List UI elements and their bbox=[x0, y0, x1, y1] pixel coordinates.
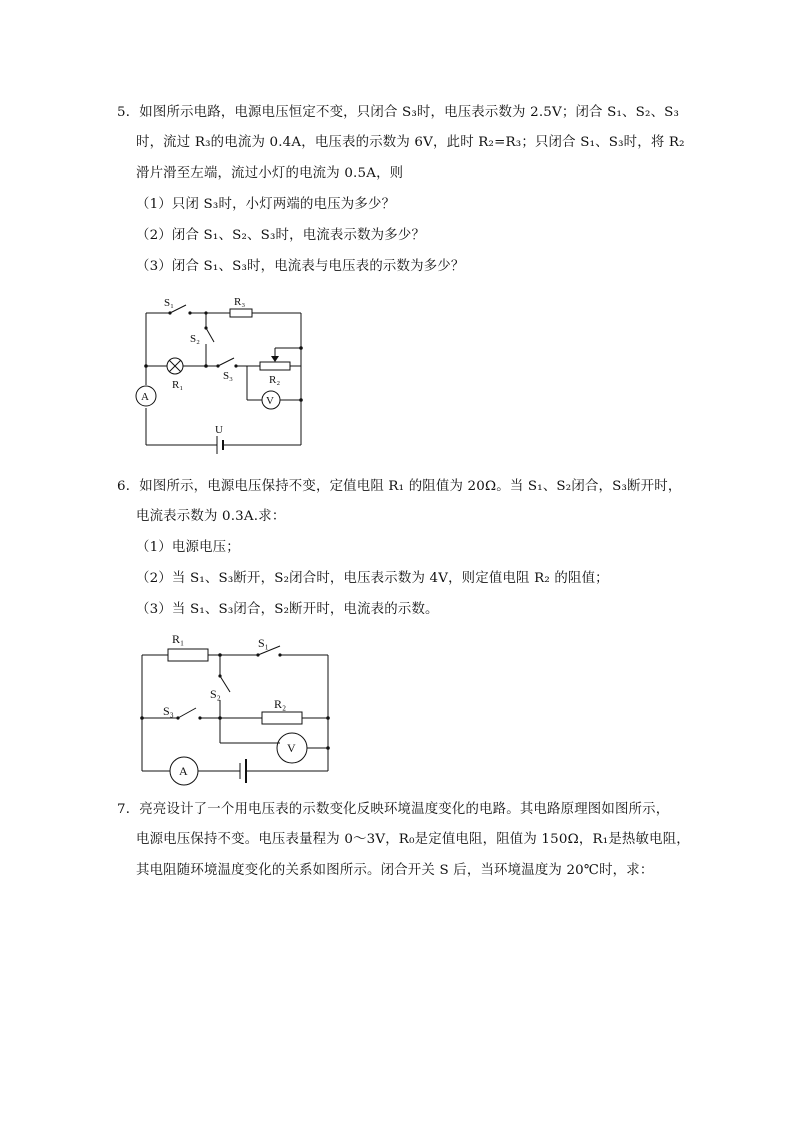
q6-label-s3: S₃ bbox=[163, 704, 174, 718]
q6-label-s1: S₁ bbox=[258, 636, 269, 650]
q5-label-r3: R₃ bbox=[234, 296, 246, 308]
q5-label-s2: S₂ bbox=[190, 333, 200, 345]
q5-line-2: 时，流过 R₃的电流为 0.4A，电压表的示数为 6V，此时 R₂=R₃；只闭合 S₁、S₃时，将 R₂ bbox=[136, 135, 685, 150]
q5-label-u: U bbox=[215, 424, 223, 436]
q5-sub-1: （1）只闭 S₃时，小灯两端的电压为多少？ bbox=[136, 197, 396, 212]
q6-voltmeter-label: V bbox=[287, 741, 296, 755]
q5-voltmeter-label: V bbox=[266, 395, 274, 407]
q5-label-r2: R₂ bbox=[269, 374, 281, 386]
q5-label-s3: S₃ bbox=[223, 370, 233, 382]
q7-line-2: 电源电压保持不变。电压表量程为 0～3V，R₀是定值电阻，阻值为 150Ω，R₁是热敏电阻， bbox=[136, 832, 690, 847]
q5-sub-2: （2）闭合 S₁、S₂、S₃时，电流表示数为多少？ bbox=[136, 228, 426, 243]
q5-label-r1: R₁ bbox=[172, 379, 184, 391]
q5-label-s1: S₁ bbox=[164, 297, 174, 309]
q6-line-2: 电流表示数为 0.3A.求： bbox=[136, 509, 286, 524]
q6-label-s2: S₂ bbox=[210, 687, 221, 701]
q6-sub-2: （2）当 S₁、S₃断开，S₂闭合时，电压表示数为 4V，则定值电阻 R₂ 的阻值； bbox=[136, 571, 609, 586]
q5-ammeter-label: A bbox=[141, 391, 149, 403]
q6-circuit-diagram bbox=[130, 628, 340, 788]
q6-label-r1: R₁ bbox=[172, 632, 185, 646]
q5-circuit-diagram bbox=[130, 290, 315, 455]
q6-line-1: 6．如图所示，电源电压保持不变，定值电阻 R₁ 的阻值为 20Ω。当 S₁、S₂闭合，S₃断开时， bbox=[117, 479, 682, 494]
q5-line-3: 滑片滑至左端，流过小灯的电流为 0.5A，则 bbox=[136, 166, 404, 181]
q5-line-1: 5．如图所示电路，电源电压恒定不变，只闭合 S₃时，电压表示数为 2.5V；闭合 S₁、S₂、S₃ bbox=[117, 105, 680, 120]
q6-label-r2: R₂ bbox=[274, 697, 287, 711]
q6-sub-1: （1）电源电压； bbox=[136, 540, 240, 555]
q7-line-3: 其电阻随环境温度变化的关系如图所示。闭合开关 S 后，当环境温度为 20℃时，求： bbox=[136, 863, 654, 878]
q6-ammeter-label: A bbox=[179, 764, 188, 778]
q6-sub-3: （3）当 S₁、S₃闭合，S₂断开时，电流表的示数。 bbox=[136, 602, 439, 617]
q7-line-1: 7．亮亮设计了一个用电压表的示数变化反映环境温度变化的电路。其电路原理图如图所示， bbox=[117, 802, 670, 817]
q5-sub-3: （3）闭合 S₁、S₃时，电流表与电压表的示数为多少？ bbox=[136, 259, 465, 274]
